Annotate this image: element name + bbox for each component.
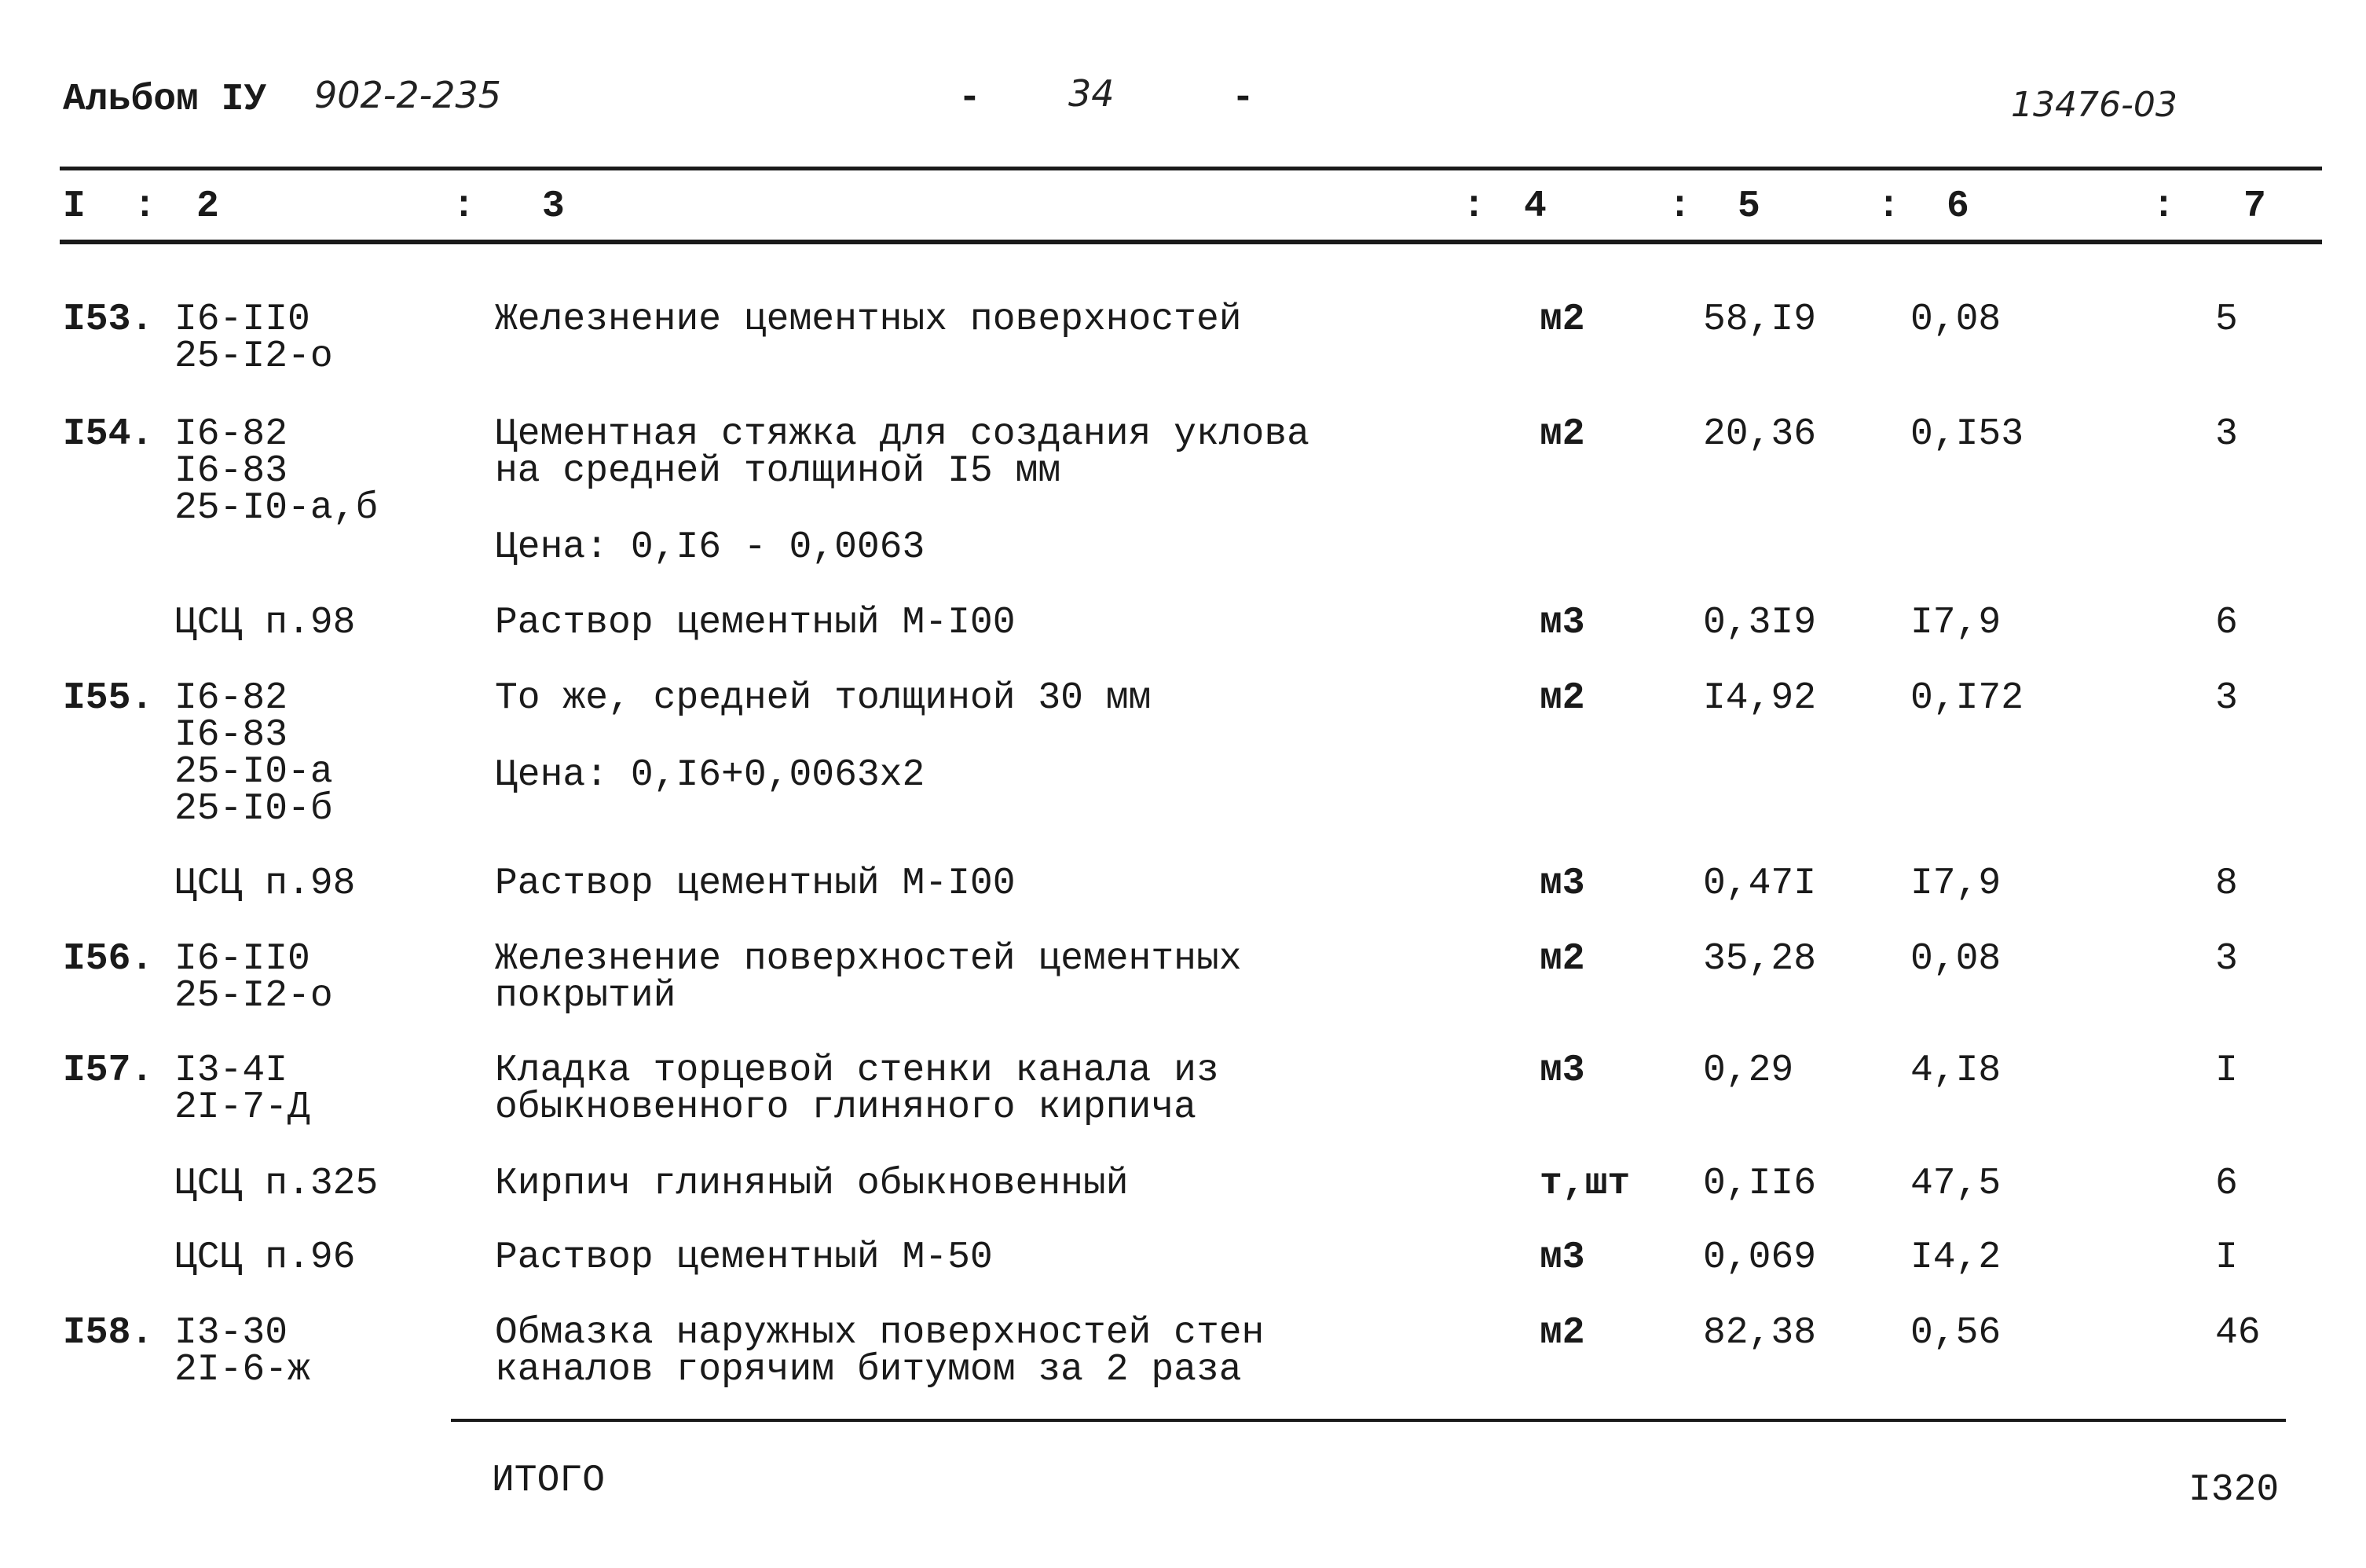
work-description: покрытий — [495, 975, 676, 1017]
work-description: обыкновенного глиняного кирпича — [495, 1086, 1196, 1129]
row-total: 6 — [2215, 1163, 2238, 1205]
unit-of-measure: м2 — [1540, 1312, 1585, 1354]
row-total: 3 — [2215, 677, 2238, 720]
column-separator: : — [1463, 185, 1485, 228]
norm-code: I6-II0 — [174, 938, 310, 980]
unit-of-measure: м2 — [1540, 938, 1585, 980]
unit-of-measure: м2 — [1540, 677, 1585, 720]
work-description: Раствор цементный М-I00 — [495, 602, 1016, 644]
norm-code: 25-I0-б — [174, 788, 333, 830]
work-description: Цена: 0,I6 - 0,0063 — [495, 526, 925, 569]
norm-code: ЦСЦ п.325 — [174, 1163, 379, 1205]
norm-code: ЦСЦ п.98 — [174, 602, 356, 644]
row-total: 3 — [2215, 938, 2238, 980]
unit-of-measure: м3 — [1540, 1050, 1585, 1092]
norm-code: 2I-6-ж — [174, 1349, 310, 1391]
work-description: каналов горячим битумом за 2 раза — [495, 1349, 1242, 1391]
work-description: Железнение поверхностей цементных — [495, 938, 1242, 980]
page-dash-right: - — [1232, 77, 1254, 119]
unit-of-measure: м3 — [1540, 602, 1585, 644]
page-dash-left: - — [958, 77, 981, 119]
unit-price: I7,9 — [1910, 863, 2002, 905]
column-header-1: I — [63, 185, 86, 228]
total-rule — [451, 1419, 2286, 1422]
unit-price: 0,56 — [1910, 1312, 2002, 1354]
row-number: I56. — [63, 938, 154, 980]
unit-price: 47,5 — [1910, 1163, 2002, 1205]
quantity: 0,3I9 — [1703, 602, 1817, 644]
unit-price: I4,2 — [1910, 1236, 2002, 1279]
unit-of-measure: м2 — [1540, 413, 1585, 456]
quantity: 20,36 — [1703, 413, 1817, 456]
quantity: 82,38 — [1703, 1312, 1817, 1354]
column-header-7: 7 — [2243, 185, 2266, 228]
header-bottom-rule — [60, 240, 2322, 244]
work-description: Железнение цементных поверхностей — [495, 299, 1242, 341]
row-number: I54. — [63, 413, 154, 456]
column-header-5: 5 — [1738, 185, 1760, 228]
row-total: I — [2215, 1050, 2238, 1092]
norm-code: I6-83 — [174, 450, 288, 493]
album-label: Альбом IУ — [63, 79, 267, 121]
column-header-4: 4 — [1524, 185, 1547, 228]
work-description: Раствор цементный М-I00 — [495, 863, 1016, 905]
row-number: I57. — [63, 1050, 154, 1092]
work-description: Кладка торцевой стенки канала из — [495, 1050, 1219, 1092]
row-total: I — [2215, 1236, 2238, 1279]
row-number: I55. — [63, 677, 154, 720]
document-number: 13476-03 — [2011, 85, 2177, 125]
unit-price: 0,I72 — [1910, 677, 2024, 720]
column-separator: : — [1668, 185, 1691, 228]
row-total: 5 — [2215, 299, 2238, 341]
unit-price: 0,I53 — [1910, 413, 2024, 456]
column-header-6: 6 — [1947, 185, 1969, 228]
work-description: на средней толщиной I5 мм — [495, 450, 1061, 493]
norm-code: ЦСЦ п.96 — [174, 1236, 356, 1279]
quantity: 58,I9 — [1703, 299, 1817, 341]
norm-code: 25-I2-о — [174, 975, 333, 1017]
total-value: I320 — [2188, 1469, 2280, 1511]
norm-code: 25-I0-а — [174, 751, 333, 793]
norm-code: I6-82 — [174, 677, 288, 720]
column-header-2: 2 — [196, 185, 219, 228]
unit-price: 0,08 — [1910, 299, 2002, 341]
work-description: Цена: 0,I6+0,0063x2 — [495, 754, 925, 797]
quantity: 35,28 — [1703, 938, 1817, 980]
norm-code: I3-30 — [174, 1312, 288, 1354]
unit-of-measure: т,шт — [1540, 1163, 1631, 1205]
column-header-3: 3 — [542, 185, 565, 228]
work-description: Раствор цементный М-50 — [495, 1236, 993, 1279]
quantity: 0,47I — [1703, 863, 1817, 905]
work-description: Обмазка наружных поверхностей стен — [495, 1312, 1265, 1354]
column-separator: : — [134, 185, 156, 228]
row-total: 6 — [2215, 602, 2238, 644]
total-label: ИТОГО — [492, 1460, 606, 1502]
quantity: I4,92 — [1703, 677, 1817, 720]
work-description: Кирпич глиняный обыкновенный — [495, 1163, 1129, 1205]
column-separator: : — [452, 185, 475, 228]
unit-of-measure: м3 — [1540, 863, 1585, 905]
quantity: 0,069 — [1703, 1236, 1817, 1279]
row-total: 8 — [2215, 863, 2238, 905]
work-description: Цементная стяжка для создания уклова — [495, 413, 1309, 456]
row-total: 3 — [2215, 413, 2238, 456]
unit-price: 0,08 — [1910, 938, 2002, 980]
header-top-rule — [60, 167, 2322, 170]
unit-price: 4,I8 — [1910, 1050, 2002, 1092]
column-separator: : — [1877, 185, 1900, 228]
row-number: I58. — [63, 1312, 154, 1354]
unit-of-measure: м2 — [1540, 299, 1585, 341]
page-number: 34 — [1068, 72, 1115, 115]
album-code: 902-2-235 — [314, 74, 502, 116]
column-separator: : — [2152, 185, 2175, 228]
quantity: 0,II6 — [1703, 1163, 1817, 1205]
norm-code: 25-I0-а,б — [174, 487, 379, 529]
unit-of-measure: м3 — [1540, 1236, 1585, 1279]
norm-code: I6-83 — [174, 714, 288, 757]
row-total: 46 — [2215, 1312, 2261, 1354]
norm-code: 2I-7-Д — [174, 1086, 310, 1129]
norm-code: 25-I2-о — [174, 335, 333, 378]
norm-code: I6-82 — [174, 413, 288, 456]
norm-code: I6-II0 — [174, 299, 310, 341]
unit-price: I7,9 — [1910, 602, 2002, 644]
norm-code: I3-4I — [174, 1050, 288, 1092]
norm-code: ЦСЦ п.98 — [174, 863, 356, 905]
work-description: То же, средней толщиной 30 мм — [495, 677, 1152, 720]
quantity: 0,29 — [1703, 1050, 1794, 1092]
row-number: I53. — [63, 299, 154, 341]
